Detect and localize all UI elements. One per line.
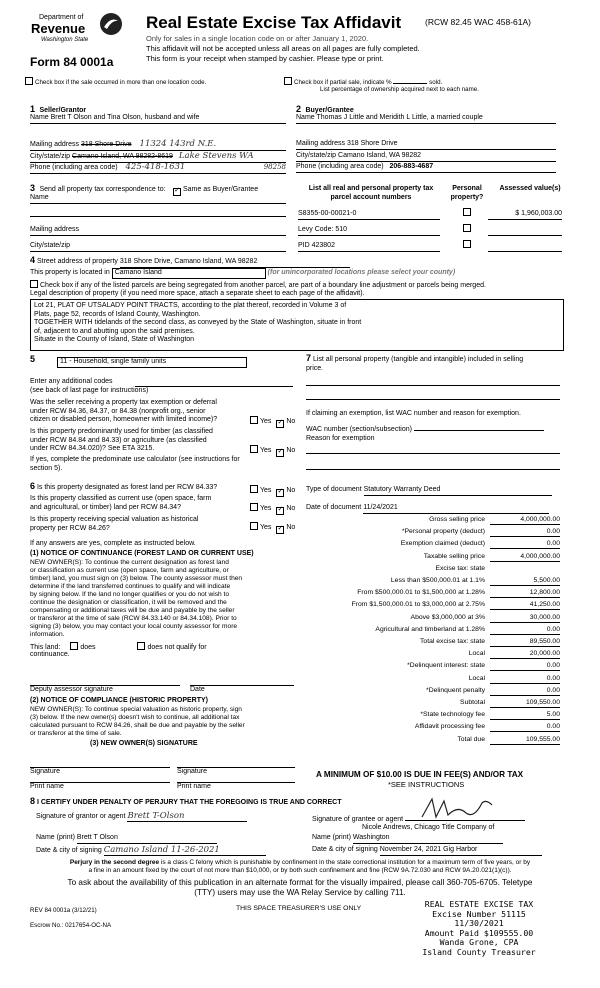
perjury-notice	[14, 859, 586, 875]
new-owner-signature-heading: (3) NEW OWNER(S) SIGNATURE	[90, 740, 198, 747]
tax-row-value[interactable]: 5,500.00	[490, 577, 560, 586]
grantee-signature-label: Signature of grantee or agent	[312, 816, 404, 823]
tax-row-label: Excise tax: state	[435, 564, 485, 572]
tax-row-label: Gross selling price	[429, 516, 485, 523]
wac-number-field[interactable]	[306, 426, 560, 435]
see-instructions: *SEE INSTRUCTIONS	[388, 780, 465, 789]
buyer-name-field[interactable]	[296, 114, 556, 124]
correspondence-title: Send all property tax correspondence to:	[39, 186, 166, 193]
timber-no-label: No	[286, 447, 296, 454]
located-label: This property is located in	[30, 269, 110, 276]
notice-continuance-heading: (1) NOTICE OF CONTINUANCE (FOREST LAND OR CURRENT USE)	[30, 550, 254, 557]
alternate-format-notice	[24, 878, 576, 898]
this-land-label: This land:	[30, 644, 61, 651]
legal-line-4: of, adjacent to and abutting upon the said premises.	[34, 327, 195, 335]
agent-name: Nicole Andrews, Chicago Title Company of	[362, 824, 495, 831]
alternate-line-2: (TTY) users may use the WA Relay Service by calling 711.	[194, 888, 406, 897]
notice-compliance-body	[30, 706, 300, 738]
tax-row-value[interactable]: 0.00	[490, 662, 560, 671]
perjury-bold: Perjury in the second degree	[69, 859, 160, 866]
tax-row-value[interactable]: 0.00	[490, 723, 560, 732]
does-not-label: does not qualify for	[147, 644, 207, 651]
tax-row-label: Affidavit processing fee	[414, 723, 485, 731]
document-type-label: Type of document	[306, 486, 362, 493]
grantor-signature-label: Signature of grantor or agent	[36, 813, 126, 820]
perjury-line-1-text: Perjury in the second degree is a class C felony which is punishable by confinement in the state correctional institution for a maximum term of five years, or by	[69, 859, 531, 866]
seller-mailing-value: 318 Shore Drive	[80, 141, 132, 148]
buyer-name-value: Thomas J Little and Meridith L Little, a married couple	[316, 114, 483, 121]
seller-phone-label: Phone (including area code)	[30, 164, 118, 171]
exemption-question	[30, 399, 250, 425]
personal-checkbox-2[interactable]	[463, 224, 471, 232]
exemption-q-line1: Was the seller receiving a property tax exemption or deferral	[30, 399, 217, 406]
buyer-phone-value: 206-883-4687	[389, 163, 434, 170]
legal-label: Legal description of property (if you need more space, attach a separate sheet to each page of the affidavit).	[30, 290, 365, 297]
tax-row-label: From $500,000.01 to $1,500,000 at 1.28%	[357, 589, 485, 597]
tax-row-label: Total due	[457, 735, 485, 743]
seller-name-field[interactable]	[30, 114, 286, 124]
tax-row-label: Above $3,000,000 at 3%	[410, 613, 485, 621]
tax-row-value[interactable]: 0.00	[490, 528, 560, 537]
timber-question	[30, 428, 250, 454]
correspondence-blank-line	[30, 215, 286, 217]
seller-mailing-label: Mailing address	[30, 141, 80, 148]
dept-line3: Washington State	[41, 37, 89, 43]
legal-line-5: Situate in the County of Island, State of Washington	[34, 336, 195, 343]
forest-answer	[250, 485, 295, 497]
rcw-reference: (RCW 82.45 WAC 458-61A)	[425, 17, 531, 27]
grantor-name-row[interactable]	[36, 834, 217, 844]
form-title: Real Estate Excise Tax Affidavit	[146, 13, 402, 32]
buyer-phone-field[interactable]	[296, 163, 556, 173]
legal-line-2: Plats, page 52, records of Island County, Washington.	[34, 310, 201, 318]
timber-q-line2: under RCW 84.84 and 84.33) or agriculture (as classified	[30, 436, 207, 444]
current-use-line2: and agricultural, or timber) land per RCW 84.34?	[30, 503, 181, 511]
correspondence-name-label: Name	[30, 194, 49, 201]
seller-name-label: Name	[30, 114, 49, 121]
sec6-num: 6	[30, 481, 36, 491]
buyer-num: 2	[296, 104, 302, 114]
notice-continuance-body	[30, 559, 300, 639]
owner-print-label-2: Print name	[177, 783, 211, 790]
historic-no-label: No	[286, 524, 296, 531]
personal-checkbox-1[interactable]	[463, 208, 471, 216]
document-date-value: 11/24/2021	[363, 504, 549, 514]
notice-compliance-heading: (2) NOTICE OF COMPLIANCE (HISTORIC PROPERTY)	[30, 697, 208, 704]
historic-yes-checkbox[interactable]	[250, 522, 258, 530]
assessed-value-1[interactable]: $ 1,960,003.00	[488, 210, 562, 220]
grantee-date-row[interactable]	[312, 846, 542, 856]
n2-line-2: (3) below. If the new owner(s) doesn't wish to continue, all additional tax	[30, 714, 240, 721]
correspondence-mailing-label: Mailing address	[30, 226, 80, 233]
escrow-number: Escrow No.: 0217654-OC-NA	[30, 922, 112, 929]
n1-line-8: or transferor at the time of sale (RCW 84.33.140 or 84.34.108). Prior to	[30, 615, 237, 622]
stamp-line-3: 11/30/2021	[454, 918, 504, 929]
partial-sale-label: Check box if partial sale, indicate %	[294, 79, 392, 86]
does-checkbox[interactable]	[70, 642, 78, 650]
additional-codes-label1: Enter any additional codes	[30, 378, 113, 385]
street-address-row	[30, 256, 560, 268]
tax-row-value[interactable]: 5.00	[490, 711, 560, 720]
predominate-line2: section 5).	[30, 464, 63, 472]
dor-logo	[27, 10, 127, 48]
correspondence-city-field[interactable]	[30, 242, 286, 252]
exemption-yes-label: Yes	[260, 418, 272, 425]
stamp-line-2: Excise Number 51115	[432, 908, 526, 919]
n1-line-9: signing (3) below, you may contact your local county assessor for more	[30, 623, 238, 630]
n1-line-2: or classification as current use (open space, farm and agriculture, or	[30, 567, 229, 574]
tax-calculation-table	[306, 516, 560, 766]
seller-zip-handwritten: 98258	[263, 163, 286, 171]
forest-question	[30, 482, 250, 493]
sec7-num: 7	[306, 353, 312, 363]
historic-question	[30, 516, 250, 533]
parcel-row-1[interactable]: S8355-00-00021-0	[298, 210, 440, 220]
grantor-signature-row[interactable]	[36, 812, 292, 822]
n1-line-6: continue the designation or classification, it will be removed and the	[30, 599, 227, 606]
n2-line-3: calculated pursuant to RCW 84.26, shall be due and payable by the seller	[30, 722, 245, 729]
tax-row-value[interactable]: 12,800.00	[490, 589, 560, 598]
additional-codes-label2: (see back of last page for instructions)	[30, 387, 149, 394]
sec8-num: 8	[30, 796, 36, 806]
parcel-row-2[interactable]: Levy Code: 510	[298, 226, 440, 236]
sec5-num: 5	[30, 354, 36, 364]
legal-line-3: TOGETHER WITH tidelands of the second class, as conveyed by the State of Washington, situate in front	[34, 319, 362, 326]
n1-line-7: compensating or additional taxes will be due and payable by the seller	[30, 607, 235, 614]
personal-property-line-1[interactable]	[306, 384, 560, 386]
assessed-value-2[interactable]	[488, 234, 562, 236]
located-row	[30, 268, 455, 279]
reason-line-2[interactable]	[306, 468, 560, 470]
buyer-mailing-field[interactable]	[296, 140, 556, 150]
legal-line-1: Lot 21, PLAT OF UTSALADY POINT TRACTS, according to the plat thereof, recorded in Volume 3 of	[34, 302, 347, 309]
claim-exemption-label: If claiming an exemption, list WAC number and reason for exemption.	[306, 410, 521, 417]
tax-row-label: Agricultural and timberland at 1.28%	[375, 625, 485, 633]
tax-row-value[interactable]: 30,000.00	[490, 614, 560, 623]
current-use-question	[30, 495, 250, 512]
header-line3	[146, 54, 384, 63]
same-as-buyer-label: Same as Buyer/Grantee	[183, 186, 259, 193]
parcel-col-header: List all real and personal property tax parcel account numbers	[308, 185, 434, 201]
grantee-name-value: Washington	[353, 834, 503, 844]
tax-row-label: Local	[468, 650, 485, 658]
grantor-name-value: Brett T Olson	[77, 834, 217, 844]
tax-row-value[interactable]: 0.00	[490, 540, 560, 549]
sold-label: sold.	[429, 79, 443, 86]
deputy-date-line[interactable]	[190, 684, 294, 686]
stamp-line-1: REAL ESTATE EXCISE TAX	[424, 899, 534, 909]
street-address-value[interactable]: 318 Shore Drive, Camano Island, WA 98282	[120, 258, 350, 268]
wac-number-input[interactable]	[414, 430, 544, 431]
seller-phone-handwritten: 425-418-1631	[125, 162, 186, 172]
owner-print-label-1: Print name	[30, 783, 64, 790]
buyer-mailing-label: Mailing address	[296, 140, 346, 147]
grantor-date-label: Date & city of signing	[36, 847, 102, 854]
tax-row-value[interactable]: 0.00	[490, 675, 560, 684]
seller-mailing-handwritten: 11324 143rd N.E.	[139, 139, 217, 149]
header-line2: This affidavit will not be accepted unless all areas on all pages are fully completed.	[146, 44, 420, 53]
predominate-line1: If yes, complete the predominate use calculator (see instructions for	[30, 456, 240, 463]
forest-q-text: Is this property designated as forest land per RCW 84.33?	[36, 484, 218, 491]
tax-row-value[interactable]: 109,550.00	[490, 699, 560, 708]
n2-line-1: NEW OWNER(S): To continue special valuation as historic property, sign	[30, 706, 242, 713]
tax-row-label: Taxable selling price	[423, 552, 485, 560]
tax-row-value[interactable]: 4,000,000.00	[490, 553, 560, 562]
grantor-name-label: Name (print)	[36, 834, 75, 841]
alternate-line-1: To ask about the availability of this publication in an alternate format for the visually impaired, please call 360-705-6705. Teletype	[67, 878, 533, 887]
historic-line2: property per RCW 84.26?	[30, 524, 110, 532]
segregated-label: Check box if any of the listed parcels are being segregated from another parcel, are part of a boundary line adjustment or parcels being merged.	[40, 282, 486, 289]
tax-row-value[interactable]: 20,000.00	[490, 650, 560, 659]
parcel-row-3[interactable]: PID 423802	[298, 242, 440, 252]
tax-row-label: *State technology fee	[420, 711, 485, 719]
continuance-label: continuance.	[30, 651, 70, 658]
minimum-due-notice: A MINIMUM OF $10.00 IS DUE IN FEE(S) AND/OR TAX	[316, 770, 524, 779]
rev-number: REV 84 0001a (3/12/21)	[30, 907, 97, 914]
document-date-label: Date of document	[306, 504, 362, 511]
form-number: Form 84 0001a	[30, 55, 114, 69]
certify-text: I CERTIFY UNDER PENALTY OF PERJURY THAT THE FOREGOING IS TRUE AND CORRECT	[36, 799, 342, 806]
owner-signature-label-2: Signature	[177, 768, 207, 775]
assessed-col-header: Assessed value(s)	[499, 185, 561, 192]
exemption-no-checkbox[interactable]	[276, 420, 284, 428]
stamp-line-4: Amount Paid $109555.00	[424, 927, 534, 938]
multi-location-checkbox[interactable]	[25, 77, 33, 85]
current-use-yes-label: Yes	[260, 505, 272, 512]
located-select[interactable]: Camano Island	[112, 268, 266, 279]
grantee-signature-scrawl-icon	[418, 795, 498, 823]
tax-row-value[interactable]: 4,000,000.00	[490, 516, 560, 525]
seller-city-handwritten: Lake Stevens WA	[178, 151, 254, 161]
seller-mailing-field[interactable]	[30, 140, 286, 151]
buyer-mailing-value: 318 Shore Drive	[346, 140, 398, 147]
buyer-city-field[interactable]	[296, 152, 556, 162]
document-type-value: Statutory Warranty Deed	[364, 486, 552, 496]
reason-line-1[interactable]	[306, 452, 560, 454]
correspondence-city-label: City/state/zip	[30, 242, 71, 249]
tax-row-label: Exemption claimed (deduct)	[400, 540, 485, 548]
grantee-name-label: Name (print)	[312, 834, 351, 841]
assessed-value-3[interactable]	[488, 250, 562, 252]
historic-answer	[250, 522, 295, 534]
forest-yes-label: Yes	[260, 487, 272, 494]
current-use-line1: Is this property classified as current use (open space, farm	[30, 495, 212, 502]
personal-property-line-2[interactable]	[306, 398, 560, 400]
historic-no-checkbox[interactable]	[276, 526, 284, 534]
grantee-date-value: November 24, 2021 Gig Harbor	[380, 846, 542, 856]
tax-row-label: Less than $500,000.01 at 1.1%	[390, 577, 485, 584]
dept-line1: Department of	[39, 14, 84, 21]
grantee-name-row[interactable]	[312, 834, 503, 844]
perjury-line-2: a fine in an amount fixed by the court of not more than $10,000, or by both such confinement and fine (RCW 9A.72.030 and RCW 9A.20.021(1)(c)).	[88, 867, 512, 874]
tax-row-label: Local	[468, 674, 485, 682]
timber-q-line1: Is this property predominantly used for timber (as classified	[30, 428, 213, 435]
current-use-yes-checkbox[interactable]	[250, 503, 258, 511]
predominate-use-note	[30, 456, 292, 473]
wac-number-label: WAC number (section/subsection)	[306, 426, 412, 433]
current-use-no-checkbox[interactable]	[276, 507, 284, 515]
n1-line-5: by signing below. If the land no longer qualifies or you do not wish to	[30, 591, 230, 598]
treasurer-use-label: THIS SPACE TREASURER'S USE ONLY	[236, 905, 362, 912]
deputy-date-label: Date	[190, 686, 205, 693]
answers-note: If any answers are yes, complete as instructed below.	[30, 540, 196, 547]
land-use-code-field[interactable]: 11 - Household, single family units	[57, 357, 247, 368]
street-num: 4	[30, 255, 36, 265]
grantor-date-row[interactable]	[36, 846, 266, 856]
document-date-field[interactable]	[306, 504, 549, 514]
header-line1: Only for sales in a single location code on or after January 1, 2020.	[146, 34, 369, 43]
certify-heading	[30, 797, 342, 808]
street-label: Street address of property	[36, 258, 118, 265]
seller-num: 1	[30, 104, 36, 114]
seller-city-field[interactable]	[30, 152, 286, 163]
document-type-field[interactable]	[306, 486, 552, 496]
seller-title: Seller/Grantor	[39, 107, 87, 114]
seller-name-value: Brett T Olson and Tina Olson, husband and wife	[50, 114, 200, 121]
tax-row-label: Subtotal	[460, 699, 485, 706]
grantor-date-hw: Camano Island 11-26-2021	[104, 846, 266, 856]
sec7-line2: price.	[306, 364, 324, 372]
owner-signature-label-1: Signature	[30, 768, 60, 775]
tax-row-value[interactable]: 41,250.00	[490, 601, 560, 610]
grantee-date-label: Date & city of signing	[312, 846, 378, 853]
seller-city-value: Camano Island, WA 98282-8619	[72, 153, 173, 160]
personal-checkbox-3[interactable]	[463, 240, 471, 248]
n1-line-3: timber) land, you must sign on (3) below. The county assessor must then	[30, 575, 243, 582]
segregated-checkbox[interactable]	[30, 280, 38, 288]
buyer-city-label: City/state/zip	[296, 152, 337, 159]
exemption-q-line2: under RCW 84.36, 84.37, or 84.38 (nonprofit org., senior	[30, 407, 206, 415]
historic-yes-label: Yes	[260, 524, 272, 531]
unincorp-note: (for unincorporated locations please select your county)	[267, 269, 456, 276]
tax-row-label: From $1,500,000.01 to $3,000,000 at 2.75%	[351, 601, 485, 609]
tax-row-value[interactable]: 89,550.00	[490, 638, 560, 647]
timber-q-line3: under RCW 84.34.020)? See ETA 3215.	[30, 445, 155, 452]
deputy-signature-label: Deputy assessor signature	[30, 686, 113, 693]
forest-no-label: No	[286, 487, 296, 494]
buyer-title: Buyer/Grantee	[305, 107, 354, 114]
timber-yes-label: Yes	[260, 447, 272, 454]
forest-yes-checkbox[interactable]	[250, 485, 258, 493]
does-not-checkbox[interactable]	[137, 642, 145, 650]
correspondence-name-field[interactable]	[30, 194, 286, 204]
tax-row-value[interactable]: 109,555.00	[490, 736, 560, 745]
dept-line2: Revenue	[31, 21, 86, 36]
header-line3-text: This form is your receipt when stamped by cashier. Please type or print.	[146, 54, 384, 63]
multi-location-check[interactable]	[25, 77, 206, 87]
tax-row-value[interactable]: 0.00	[490, 687, 560, 696]
n2-line-4: or transferor at the time of sale.	[30, 730, 122, 737]
exemption-q-line3: citizen or disabled person, homeowner with limited income)?	[30, 416, 218, 423]
tax-row-label: *Personal property (deduct)	[401, 528, 485, 536]
n1-line-1: NEW OWNER(S): To continue the current designation as forest land	[30, 559, 229, 566]
grantor-signature-hw: Brett T-Olson	[127, 812, 247, 822]
stamp-line-6: Island County Treasurer	[422, 946, 536, 957]
multi-location-label: Check box if the sale occurred in more than one location code.	[35, 79, 207, 86]
current-use-answer	[250, 503, 295, 515]
buyer-city-value: Camano Island, WA 98282	[338, 152, 422, 159]
perjury-line-1	[14, 859, 586, 867]
exemption-answer	[250, 416, 295, 428]
exemption-yes-checkbox[interactable]	[250, 416, 258, 424]
correspondence-mailing-field[interactable]	[30, 226, 286, 236]
buyer-phone-label: Phone (including area code)	[296, 163, 384, 170]
partial-sale-pct-field[interactable]	[393, 83, 427, 84]
tax-row-value[interactable]: 0.00	[490, 626, 560, 635]
segregated-check[interactable]	[30, 280, 486, 291]
seller-phone-field[interactable]	[30, 163, 286, 174]
reason-exemption-label: Reason for exemption	[306, 435, 375, 442]
tax-row-label: *Delinquent penalty	[426, 686, 485, 694]
stamp-line-5: Wanda Grone, CPA	[439, 937, 519, 948]
tax-row-label: Total excise tax: state	[420, 638, 485, 645]
dor-swoosh-icon	[99, 12, 123, 36]
tax-row-label: *Delinquent interest: state	[407, 662, 485, 670]
current-use-no-label: No	[286, 505, 296, 512]
list-pct-note: List percentage of ownership acquired next to each name.	[320, 86, 479, 93]
legal-description-box[interactable]	[30, 299, 564, 351]
sec7-line1: List all personal property (tangible and intangible) included in selling	[312, 356, 524, 363]
forest-no-checkbox[interactable]	[276, 489, 284, 497]
correspondence-num: 3	[30, 183, 36, 193]
n1-line-10: information.	[30, 631, 65, 638]
personal-col-header: Personal property?	[450, 185, 484, 201]
seller-city-label: City/state/zip	[30, 153, 71, 160]
exemption-no-label: No	[286, 418, 296, 425]
does-label: does	[80, 644, 96, 651]
partial-sale-checkbox[interactable]	[284, 77, 292, 85]
treasurer-stamp	[404, 900, 554, 958]
additional-codes-field[interactable]	[135, 385, 293, 387]
timber-yes-checkbox[interactable]	[250, 445, 258, 453]
buyer-name-label: Name	[296, 114, 315, 121]
historic-line1: Is this property receiving special valuation as historical	[30, 516, 199, 523]
n1-line-4: determine if the land transferred continues to qualify and will indicate	[30, 583, 231, 590]
personal-property-prompt	[306, 354, 562, 373]
